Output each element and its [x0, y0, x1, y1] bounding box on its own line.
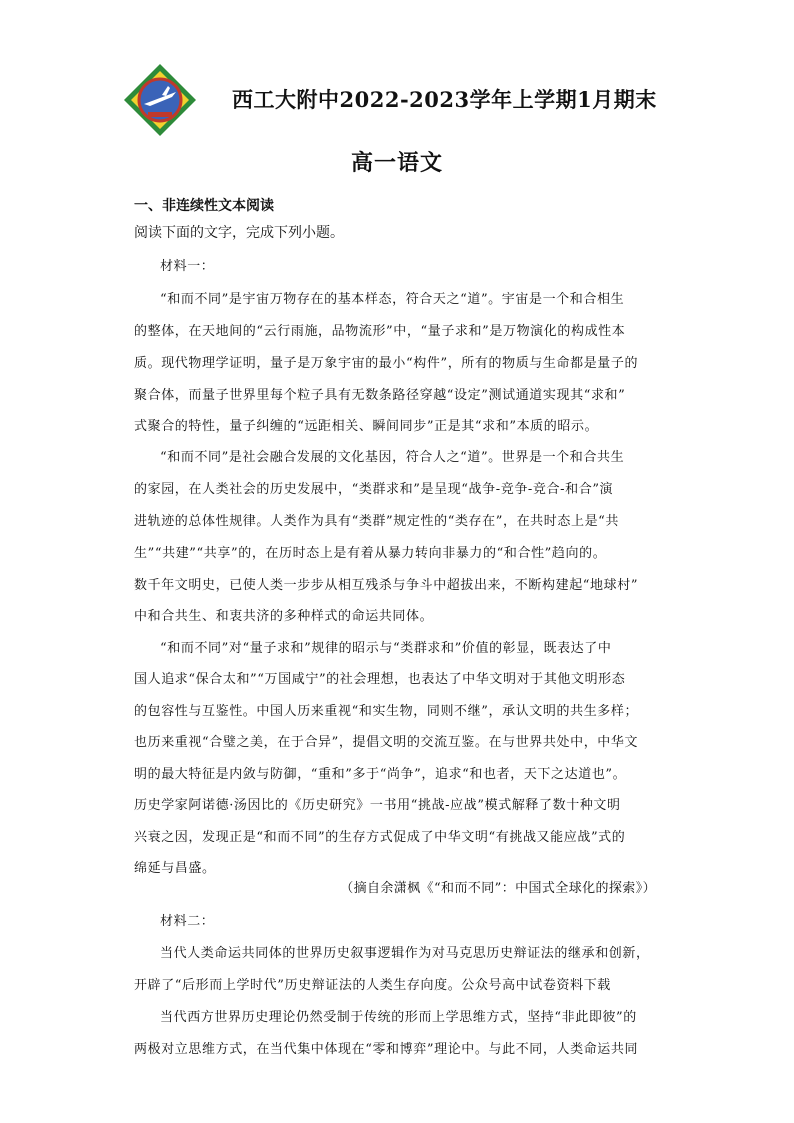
material-label: 材料二： [160, 914, 215, 929]
paragraph-line: 历史学家阿诺德·汤因比的《历史研究》一书用“挑战-应战”模式解释了数十种文明 [134, 798, 621, 813]
paragraph-line: 中和合共生、和衷共济的多种样式的命运共同体。 [134, 609, 434, 624]
paragraph-line: 质。现代物理学证明，量子是万象宇宙的最小“构件”，所有的物质与生命都是量子的 [134, 356, 639, 371]
paragraph-line: 的整体，在天地间的“云行雨施，品物流形”中，“量子求和”是万物演化的构成性本 [134, 324, 626, 339]
source-citation: （摘自余潇枫《“和而不同”：中国式全球化的探索》） [340, 881, 656, 896]
instruction-text: 阅读下面的文字，完成下列小题。 [134, 225, 344, 241]
paragraph-line: 式聚合的特性，量子纠缠的“远距相关、瞬间同步”正是其“求和”本质的昭示。 [134, 419, 599, 434]
paragraph-line: “和而不同”是社会融合发展的文化基因，符合人之“道”。世界是一个和合共生 [160, 450, 625, 465]
paragraph-line: 当代人类命运共同体的世界历史叙事逻辑作为对马克思历史辩证法的继承和创新， [160, 946, 650, 961]
paragraph-line: 明的最大特征是内敛与防御，“重和”多于“尚争”，追求“和也者，天下之达道也”。 [134, 767, 627, 782]
paragraph-line: 的包容性与互鉴性。中国人历来重视“和实生物，同则不继”，承认文明的共生多样； [134, 704, 639, 719]
paragraph-line: 当代西方世界历史理论仍然受制于传统的形而上学思维方式，坚持“非此即彼”的 [160, 1010, 637, 1025]
paragraph-line: 的家园，在人类社会的历史发展中，“类群求和”是呈现“战争-竞争-竞合-和合”演 [134, 482, 614, 497]
section-heading: 一、非连续性文本阅读 [134, 198, 274, 214]
school-logo [122, 62, 198, 138]
paragraph-line: 数千年文明史，已使人类一步步从相互残杀与争斗中超拔出来，不断构建起“地球村” [134, 578, 639, 593]
paragraph-line: 绵延与昌盛。 [134, 861, 216, 876]
paragraph-line: 进轨迹的总体性规律。人类作为具有“类群”规定性的“类存在”，在共时态上是“共 [134, 514, 620, 529]
paragraph-line: 开辟了“后形而上学时代”历史辩证法的人类生存向度。公众号高中试卷资料下载 [134, 978, 611, 993]
material-label: 材料一： [160, 259, 215, 274]
document-subtitle: 高一语文 [350, 150, 443, 176]
paragraph-line: 聚合体，而量子世界里每个粒子具有无数条路径穿越“设定”测试通道实现其“求和” [134, 388, 626, 403]
paragraph-line: 也历来重视“合璧之美，在于合异”，提倡文明的交流互鉴。在与世界共处中，中华文 [134, 735, 639, 750]
paragraph-line: 生”“共建”“共享”的，在历时态上是有着从暴力转向非暴力的“和合性”趋向的。 [134, 546, 607, 561]
paragraph-line: “和而不同”对“量子求和”规律的昭示与“类群求和”价值的彰显，既表达了中 [160, 641, 612, 656]
paragraph-line: 兴衰之因，发现正是“和而不同”的生存方式促成了中华文明“有挑战又能应战”式的 [134, 830, 626, 845]
paragraph-line: “和而不同”是宇宙万物存在的基本样态，符合天之“道”。宇宙是一个和合相生 [160, 292, 625, 307]
paragraph-line: 国人追求“保合太和”“万国咸宁”的社会理想，也表达了中华文明对于其他文明形态 [134, 672, 626, 687]
document-title: 西工大附中2022-2023学年上学期1月期末 [232, 87, 657, 112]
paragraph-line: 两极对立思维方式，在当代集中体现在“零和博弈”理论中。与此不同，人类命运共同 [134, 1042, 639, 1057]
